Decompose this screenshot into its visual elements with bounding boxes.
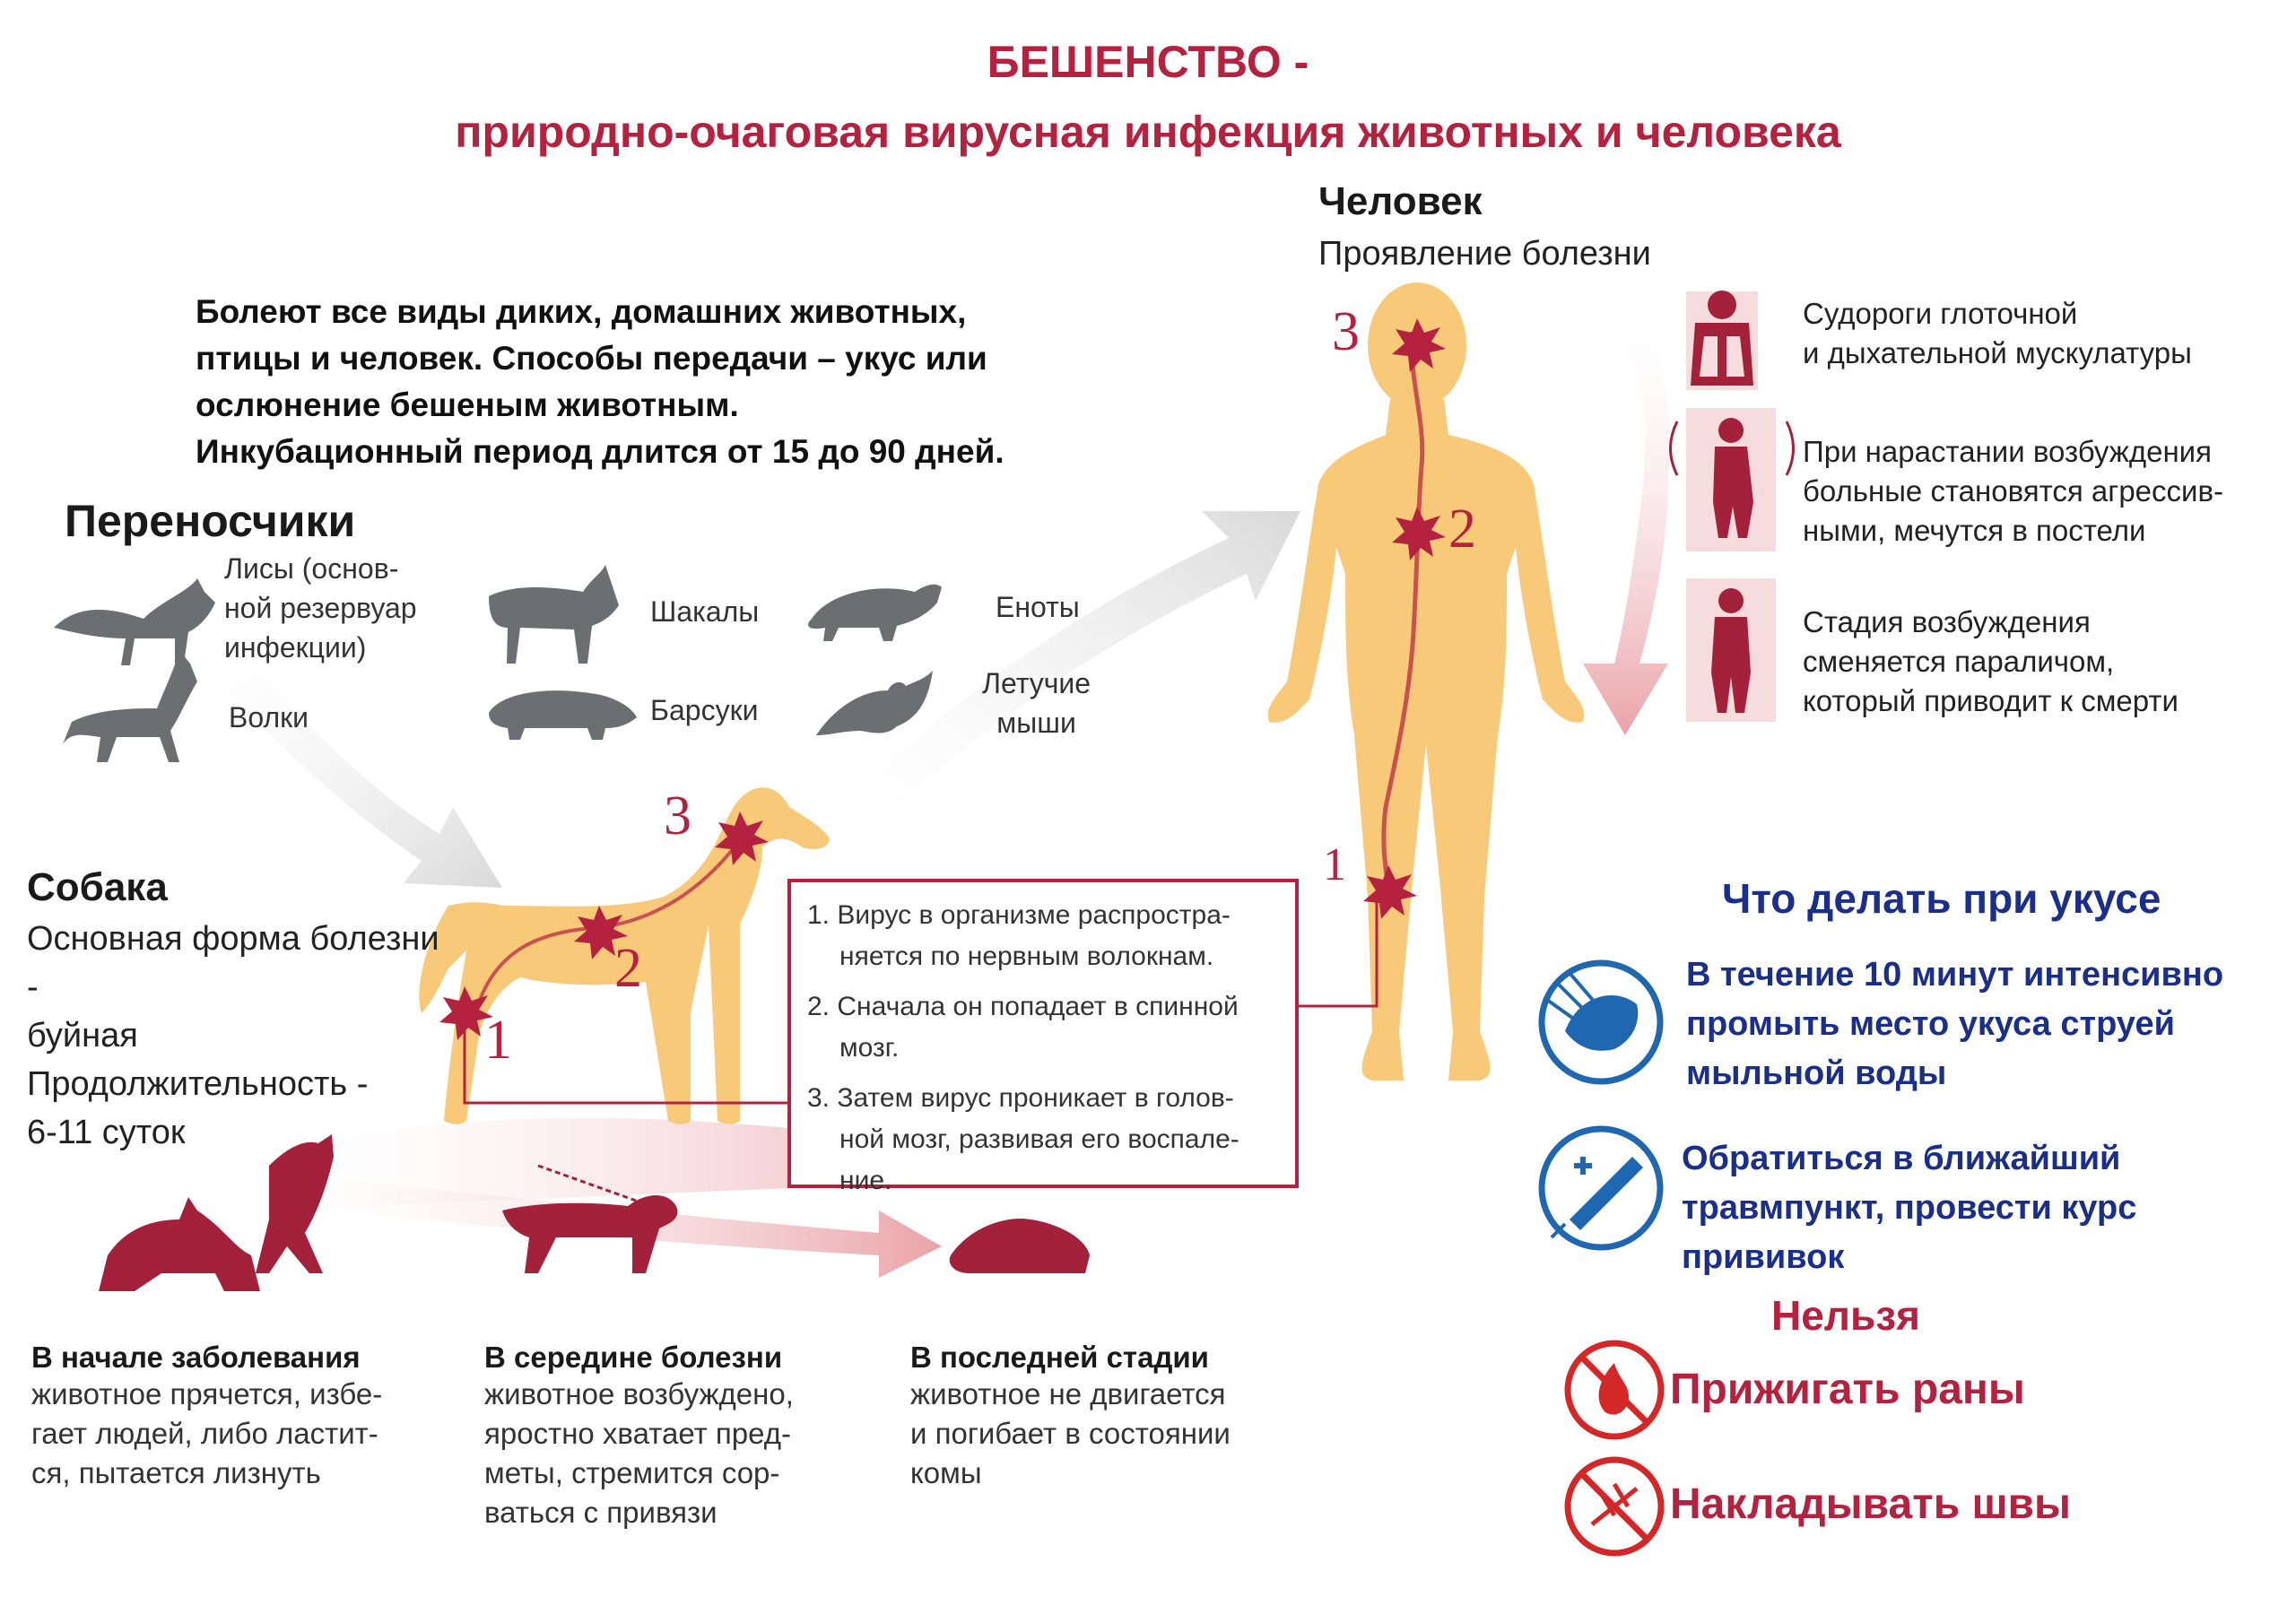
page-subtitle: природно-очаговая вирусная инфекция животных и человека	[455, 107, 1841, 157]
raccoon-label: Еноты	[996, 591, 1080, 623]
raccoon-icon	[808, 585, 942, 641]
stage-last	[910, 1341, 1323, 1493]
action-line: прививок	[1682, 1238, 1845, 1276]
dog-point-2-label: 2	[614, 938, 642, 999]
action-line: В течение 10 минут интенсивно	[1686, 956, 2224, 994]
forbidden-stitches: Накладывать швы	[1670, 1480, 2072, 1528]
symptom-3	[1803, 603, 2296, 721]
lungs-icon	[1686, 291, 1758, 390]
action-line: травмпункт, провести курс	[1682, 1189, 2137, 1227]
virus-step-line: 1. Вирус в организме распростра-	[807, 900, 1231, 930]
no-stitches-icon	[1568, 1460, 1661, 1553]
fox-label-line: инфекции)	[224, 631, 367, 664]
page-title: БЕШЕНСТВО -	[987, 37, 1309, 87]
human-illustration	[1268, 282, 1585, 1081]
virus-step-3	[807, 1078, 1279, 1202]
intro-text	[196, 289, 1254, 475]
virus-step-line: мозг.	[839, 1033, 900, 1063]
stage-line: и погибает в состоянии	[910, 1417, 1231, 1450]
stage-line: комы	[910, 1456, 982, 1489]
human-heading: Человек	[1318, 179, 1483, 223]
human-point-3-label: 3	[1332, 301, 1360, 362]
dog-line: Продолжительность -	[27, 1065, 369, 1103]
stage-line: меты, стремится сор-	[484, 1456, 780, 1489]
stage-line: яростно хватает пред-	[484, 1417, 791, 1450]
dog-point-3-label: 3	[664, 785, 691, 846]
dog-line: 6-11 суток	[27, 1114, 186, 1151]
symptom-line: Стадия возбуждения	[1803, 605, 2091, 638]
dog-line: буйная	[27, 1017, 138, 1055]
carriers-heading: Переносчики	[65, 496, 356, 546]
symptom-line: больные становятся агрессив-	[1803, 474, 2223, 508]
human-point-2-label: 2	[1448, 499, 1476, 560]
stage-line: гает людей, либо ластит-	[31, 1417, 378, 1450]
bat-label-line: мыши	[996, 707, 1076, 739]
symptom-line: который приводит к смерти	[1803, 684, 2179, 717]
forbidden-cauterize: Прижигать раны	[1670, 1366, 2025, 1413]
paralyzed-person-icon	[1686, 578, 1776, 722]
stage-heading: В начале заболевания	[31, 1341, 361, 1374]
virus-step-line: няется по нервным волокнам.	[839, 942, 1214, 971]
action-wash	[1686, 950, 2223, 1098]
stage-line: ваться с привязи	[484, 1496, 718, 1529]
intro-line: ослюнение бешеным животным.	[196, 386, 739, 423]
badger-icon	[489, 690, 637, 740]
no-fire-icon	[1568, 1343, 1661, 1436]
stage-line: животное не двигается	[910, 1377, 1226, 1410]
virus-step-line: ной мозг, развивая его воспале-	[839, 1124, 1239, 1154]
symptom-icons	[1671, 291, 1794, 722]
wash-hand-icon	[1542, 963, 1660, 1081]
dog-line: Основная форма болезни -	[27, 920, 439, 1006]
badger-label: Барсуки	[650, 694, 759, 726]
intro-line: птицы и человек. Способы передачи – укус или	[196, 340, 987, 377]
symptom-line: ными, мечутся в постели	[1803, 514, 2146, 547]
virus-step-2	[807, 986, 1279, 1069]
stage-early	[31, 1341, 453, 1493]
virus-step-line: 3. Затем вирус проникает в голов-	[807, 1083, 1234, 1113]
hiding-dog-icon	[99, 1197, 260, 1291]
intro-line: Инкубационный период длится от 15 до 90 дней.	[196, 433, 1004, 470]
human-point-1-label: 1	[1323, 839, 1346, 890]
fox-label	[224, 549, 417, 667]
carrier-animals-icons	[54, 565, 942, 762]
syringe-icon	[1542, 1129, 1660, 1247]
symptom-1	[1803, 294, 2296, 373]
wolf-label: Волки	[229, 701, 309, 733]
action-icons	[1542, 963, 1661, 1553]
fox-label-line: ной резервуар	[224, 592, 417, 624]
action-line: промыть место укуса струей	[1686, 1005, 2175, 1043]
virus-step-line: 2. Сначала он попадает в спинной	[807, 992, 1239, 1021]
jackal-label: Шакалы	[650, 595, 760, 628]
action-vaccinate	[1682, 1134, 2136, 1282]
jackal-icon	[489, 565, 619, 664]
symptom-2	[1803, 432, 2296, 551]
bat-label-line: Летучие	[982, 667, 1091, 699]
virus-spread-box	[787, 879, 1299, 1195]
dog-point-1-label: 1	[484, 1010, 512, 1071]
human-subheading: Проявление болезни	[1318, 235, 1651, 273]
fox-label-line: Лисы (основ-	[224, 552, 399, 585]
stage-heading: В последней стадии	[910, 1341, 1209, 1374]
wolf-icon	[63, 650, 197, 762]
bat-label	[982, 664, 1091, 742]
dog-description	[27, 915, 439, 1157]
stage-heading: В середине болезни	[484, 1341, 783, 1374]
agitated-person-icon	[1671, 408, 1794, 551]
dog-heading: Собака	[27, 865, 168, 909]
stage-line: животное возбуждено,	[484, 1377, 794, 1410]
symptom-line: Судороги глоточной	[1803, 297, 2078, 330]
lying-dog-icon	[950, 1219, 1090, 1273]
stage-middle	[484, 1341, 897, 1532]
symptom-line: При нарастании возбуждения	[1803, 435, 2212, 468]
action-line: мыльной воды	[1686, 1055, 1947, 1092]
intro-line: Болеют все виды диких, домашних животных,	[196, 293, 967, 330]
stage-line: животное прячется, избе-	[31, 1377, 383, 1410]
symptom-line: сменяется параличом,	[1803, 645, 2115, 678]
what-to-do-heading: Что делать при укусе	[1722, 875, 2161, 922]
virus-step-line: ние.	[839, 1166, 892, 1195]
symptom-line: и дыхательной мускулатуры	[1803, 336, 2192, 369]
stage-line: ся, пытается лизнуть	[31, 1456, 321, 1489]
forbidden-heading: Нельзя	[1771, 1292, 1921, 1339]
bat-icon	[816, 671, 933, 735]
virus-step-1	[807, 895, 1279, 977]
action-line: Обратиться в ближайший	[1682, 1140, 2121, 1177]
